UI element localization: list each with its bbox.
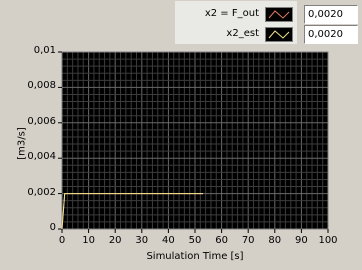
x-tick-label: 60 (215, 235, 228, 246)
x-tick-label: 20 (108, 235, 122, 246)
x-tick-label: 30 (135, 235, 149, 246)
y-tick-label: 0,006 (27, 115, 56, 127)
legend-label: x2 = F_out (204, 8, 259, 19)
y-axis-label: [m3/s] (16, 127, 28, 160)
y-tick-label: 0,01 (33, 45, 56, 56)
x-tick-label: 10 (82, 235, 95, 246)
x-tick-label: 40 (162, 235, 175, 246)
readout-f-out: 0,0020 (304, 5, 358, 24)
x-tick-label: 90 (295, 235, 308, 246)
y-tick-label: 0,002 (27, 186, 56, 198)
x-tick-label: 70 (241, 235, 255, 246)
legend-label: x2_est (226, 28, 259, 39)
y-tick-label: 0,004 (27, 151, 56, 163)
x-tick-label: 50 (188, 235, 202, 246)
y-tick-label: 0,008 (27, 80, 56, 92)
readout-x2-est: 0,0020 (304, 25, 358, 44)
y-tick-label: 0 (49, 222, 56, 233)
x-tick-label: 100 (318, 235, 338, 246)
x-tick-label: 0 (58, 235, 66, 246)
x-axis-label: Simulation Time [s] (146, 251, 244, 262)
x-tick-label: 80 (268, 235, 282, 246)
